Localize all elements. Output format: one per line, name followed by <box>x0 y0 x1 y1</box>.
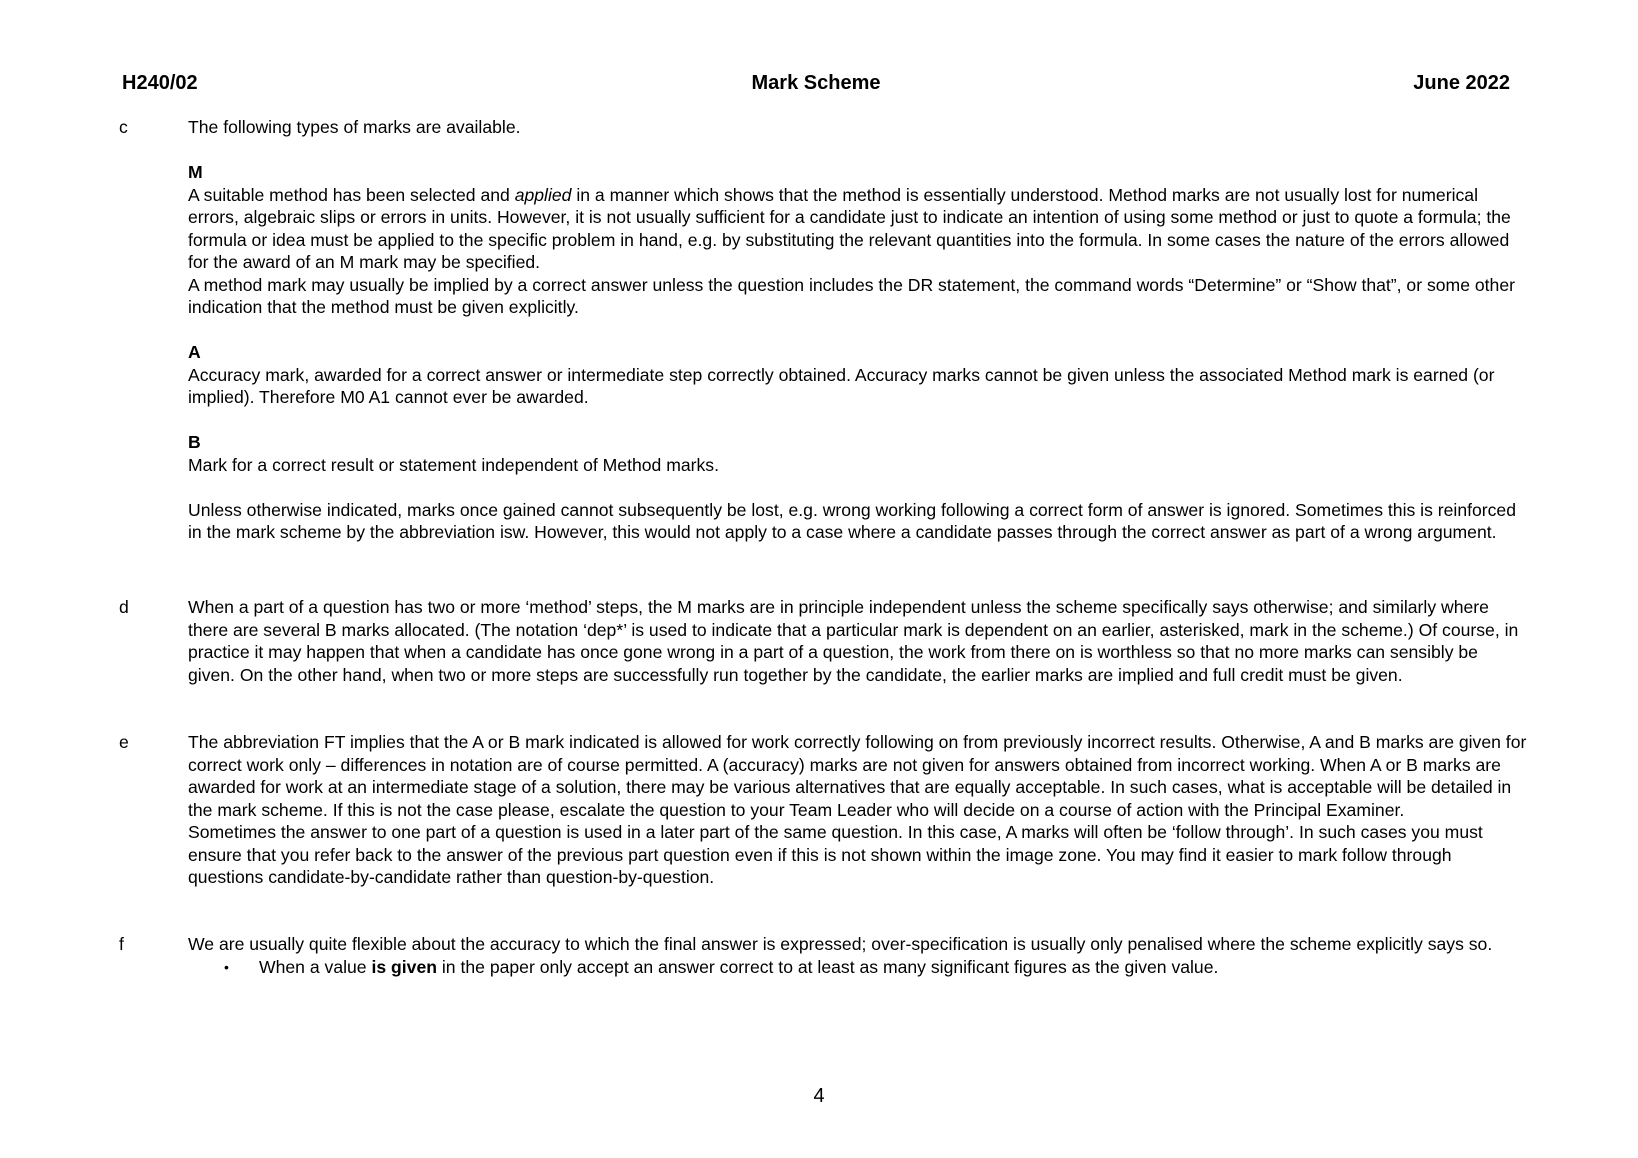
section-body <box>188 116 1528 544</box>
mark-type-m-label: M <box>188 162 203 182</box>
document-title: Mark Scheme <box>751 72 881 94</box>
section-intro: The following types of marks are available. <box>188 117 521 137</box>
section-c-closing: Unless otherwise indicated, marks once gained cannot subsequently be lost, e.g. wrong working following a correct form of answer is ignored. Sometimes this is reinforced in the mark scheme by the abbreviation isw. However, this would not apply to a case where a candidate passes through the correct answer as part of a wrong argument. <box>188 499 1517 542</box>
mark-type-m-implied-note: A method mark may usually be implied by a correct answer unless the question includes the DR statement, the command words “Determine” or “Show that”, or some other indication that the method must be given explicitly. <box>188 274 1515 317</box>
section-e-follow-through: Sometimes the answer to one part of a question is used in a later part of the same question. In this case, A marks will often be ‘follow through’. In such cases you must ensure that you refer back to the answer of the previous part question even if this is not shown within the image zone. You may find it easier to mark follow through questions candidate-by-candidate rather than question-by-question. <box>188 822 1483 887</box>
mark-type-b-label: B <box>188 432 201 452</box>
mark-type-a-description: Accuracy mark, awarded for a correct answer or intermediate step correctly obtained. Accuracy marks cannot be given unless the associated Method mark is earned (or implied). Therefore M0 A1 cannot ever be awarded. <box>188 364 1495 407</box>
section-e-text: The abbreviation FT implies that the A or B mark indicated is allowed for work correctly following on from previously incorrect results. Otherwise, A and B marks are given for correct work only – differences in notation are of course permitted. A (accuracy) marks are not given for answers obtained from incorrect working. When A or B marks are awarded for work at an intermediate stage of a solution, there may be various alternatives that are equally acceptable. In such cases, what is acceptable will be detailed in the mark scheme. If this is not the case please, escalate the question to your Team Leader who will decide on a course of action with the Principal Examiner. <box>188 732 1527 820</box>
bullet-icon: • <box>224 958 229 975</box>
section-letter: e <box>119 732 129 752</box>
section-body <box>188 731 1528 889</box>
page-number: 4 <box>813 1085 825 1107</box>
section-letter: d <box>119 597 129 617</box>
mark-type-m-description: A suitable method has been selected and applied in a manner which shows that the method is essentially understood. Method marks are not usually lost for numerical errors, algebraic slips or errors in units. However, it is not usually sufficient for a candidate just to indicate an intention of using some method or just to quote a formula; the formula or idea must be applied to the specific problem in hand, e.g. by substituting the relevant quantities into the formula. In some cases the nature of the errors allowed for the award of an M mark may be specified. <box>188 184 1511 272</box>
section-d-text: When a part of a question has two or more ‘method’ steps, the M marks are in principle independent unless the scheme specifically says otherwise; and similarly where there are several B marks allocated. (The notation ‘dep*’ is used to indicate that a particular mark is dependent on an earlier, asterisked, mark in the scheme.) Of course, in practice it may happen that when a candidate has once gone wrong in a part of a question, the work from there on is worthless so that no more marks can sensibly be given. On the other hand, when two or more steps are successfully run together by the candidate, the earlier marks are implied and full credit must be given. <box>188 597 1519 685</box>
exam-session: June 2022 <box>1413 72 1510 94</box>
section-letter: f <box>119 934 124 954</box>
mark-type-a-label: A <box>188 342 201 362</box>
section-letter: c <box>119 117 128 137</box>
mark-type-b-description: Mark for a correct result or statement independent of Method marks. <box>188 454 719 475</box>
section-body <box>188 933 1528 978</box>
list-item: • When a value is given in the paper only accept an answer correct to at least as many significant figures as the given value. <box>224 956 1219 977</box>
page-header <box>122 72 1510 98</box>
section-f-text: We are usually quite flexible about the accuracy to which the final answer is expressed; over-specification is usually only penalised where the scheme explicitly says so. <box>188 934 1493 954</box>
paper-code: H240/02 <box>122 72 198 94</box>
section-body <box>188 596 1528 686</box>
